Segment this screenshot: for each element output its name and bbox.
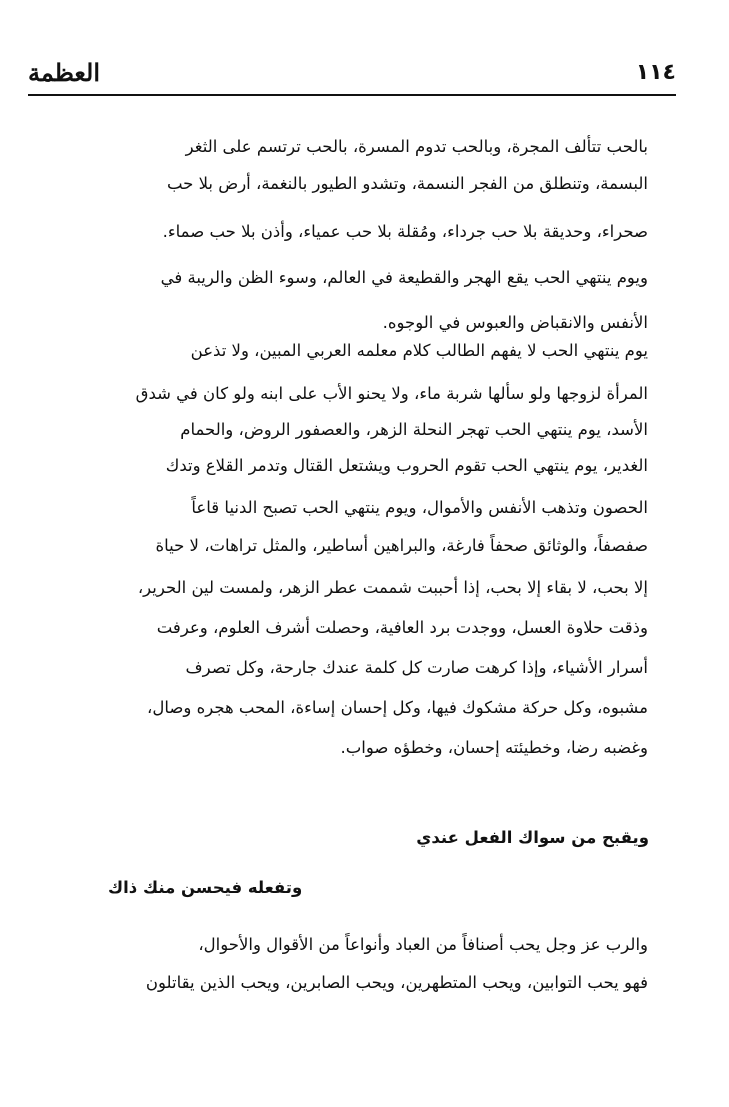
paragraph-line: الأسد، يوم ينتهي الحب تهجر النحلة الزهر، والعصفور الروض، والحمام bbox=[180, 420, 648, 439]
paragraph-line: البسمة، وتنطلق من الفجر النسمة، وتشدو الطيور بالنغمة، أرض بلا حب bbox=[166, 174, 648, 193]
paragraph-line: مشبوه، وكل حركة مشكوك فيها، وكل إحسان إساءة، المحب هجره وصال، bbox=[147, 698, 648, 717]
paragraph-line: صحراء، وحديقة بلا حب جرداء، ومُقلة بلا حب عمياء، وأذن بلا حب صماء. bbox=[162, 222, 648, 241]
poetry-verse-first-hemistich: ويقبح من سواك الفعل عندي bbox=[416, 828, 649, 847]
paragraph-line: الأنفس والانقباض والعبوس في الوجوه. bbox=[382, 313, 648, 332]
page-header bbox=[28, 52, 676, 92]
poetry-verse-second-hemistich: وتفعله فيحسن منك ذاك bbox=[108, 878, 303, 897]
header-divider bbox=[28, 94, 676, 96]
paragraph-line: المرأة لزوجها ولو سألها شربة ماء، ولا يحنو الأب على ابنه ولو كان في شدق bbox=[135, 384, 648, 403]
running-title: العظمة bbox=[28, 58, 100, 87]
paragraph-line: ويوم ينتهي الحب يقع الهجر والقطيعة في العالم، وسوء الظن والريبة في bbox=[160, 268, 648, 287]
paragraph-line: صفصفاً، والوثائق صحفاً فارغة، والبراهين أساطير، والمثل تراهات، لا حياة bbox=[155, 536, 648, 555]
paragraph-line: وذقت حلاوة العسل، ووجدت برد العافية، وحصلت أشرف العلوم، وعرفت bbox=[156, 618, 648, 637]
paragraph-line: بالحب تتألف المجرة، وبالحب تدوم المسرة، بالحب ترتسم على الثغر bbox=[185, 137, 648, 156]
paragraph-line: أسرار الأشياء، وإذا كرهت صارت كل كلمة عندك جارحة، وكل تصرف bbox=[185, 658, 648, 677]
paragraph-line: وغضبه رضا، وخطيئته إحسان، وخطؤه صواب. bbox=[340, 738, 648, 757]
page-number: ١١٤ bbox=[635, 60, 676, 85]
paragraph-line: الحصون وتذهب الأنفس والأموال، ويوم ينتهي الحب تصبح الدنيا قاعاً bbox=[191, 498, 648, 517]
paragraph-line: فهو يحب التوابين، ويحب المتطهرين، ويحب الصابرين، ويحب الذين يقاتلون bbox=[145, 973, 648, 992]
paragraph-line: يوم ينتهي الحب لا يفهم الطالب كلام معلمه العربي المبين، ولا تذعن bbox=[190, 341, 648, 360]
paragraph-line: إلا بحب، لا بقاء إلا بحب، إذا أحببت شممت عطر الزهر، ولمست لين الحرير، bbox=[137, 578, 648, 597]
paragraph-line: والرب عز وجل يحب أصنافاً من العباد وأنواعاً من الأقوال والأحوال، bbox=[198, 935, 648, 954]
paragraph-line: الغدير، يوم ينتهي الحب تقوم الحروب ويشتعل القتال وتدمر القلاع وتدك bbox=[165, 456, 648, 475]
